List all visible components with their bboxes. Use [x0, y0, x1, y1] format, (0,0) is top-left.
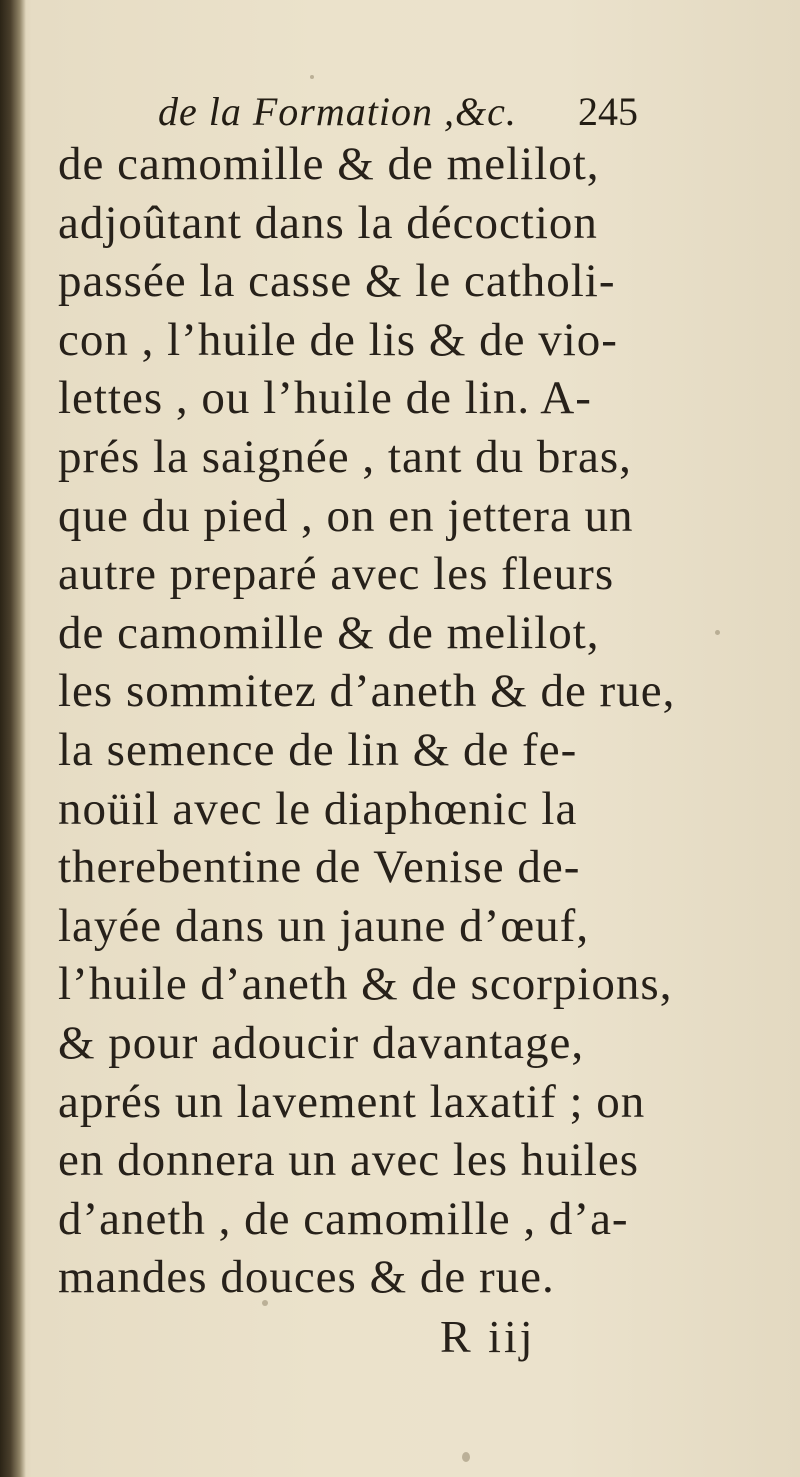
text-line: de camomille & de melilot, [58, 138, 600, 190]
text-line: de camomille & de melilot, [58, 606, 600, 659]
text-line: & pour adoucir davantage, [58, 1016, 585, 1069]
text-line: adjoûtant dans la décoction [58, 196, 598, 249]
binding-gutter [0, 0, 26, 1477]
text-line: en donnera un avec les huiles [58, 1134, 640, 1187]
page-number: 245 [578, 89, 638, 134]
text-line: que du pied , on en jettera un [58, 489, 634, 542]
running-title: de la Formation ,&c. [158, 89, 517, 134]
text-line: autre preparé avec les fleurs [58, 548, 615, 601]
text-line: passée la casse & le catholi- [58, 255, 616, 308]
text-line: con , l’huile de lis & de vio- [58, 313, 618, 366]
text-line: prés la saignée , tant du bras, [58, 430, 632, 483]
text-line: l’huile d’aneth & de scorpions, [58, 958, 673, 1011]
text-line: les sommitez d’aneth & de rue, [58, 665, 676, 718]
text-line: therebentine de Venise de- [58, 841, 581, 894]
text-line: la semence de lin & de fe- [58, 723, 578, 776]
text-line: aprés un lavement laxatif ; on [58, 1075, 646, 1128]
text-line: noüil avec le diaphœnic la [58, 782, 578, 835]
text-line: lettes , ou l’huile de lin. A- [58, 372, 592, 425]
signature-mark: R iij [440, 1311, 536, 1362]
text-line: d’aneth , de camomille , d’a- [58, 1192, 629, 1245]
paper-speck [462, 1452, 470, 1462]
text-line: mandes douces & de rue. [58, 1251, 555, 1304]
paper-speck [310, 75, 314, 79]
paper-speck [715, 630, 720, 635]
text-line: layée dans un jaune d’œuf, [58, 899, 590, 952]
body-text [58, 135, 676, 1307]
